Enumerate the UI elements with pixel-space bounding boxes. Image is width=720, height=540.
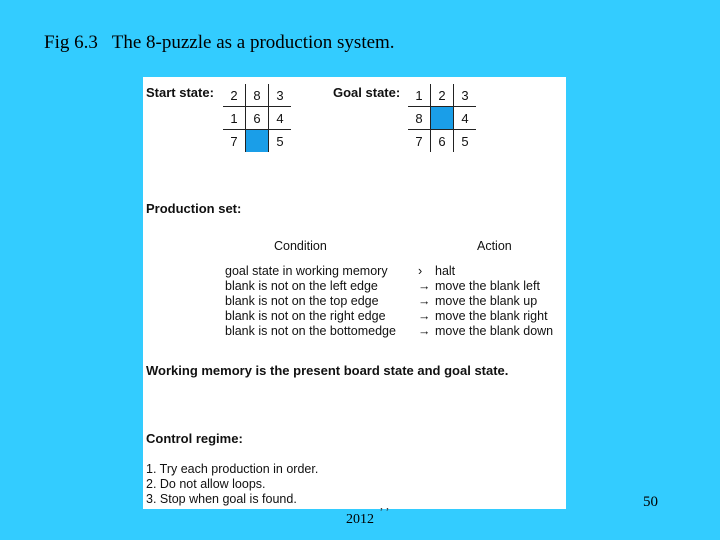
start-state-grid — [223, 84, 291, 152]
footer-year: 2012 — [346, 512, 374, 527]
production-rule — [143, 324, 566, 339]
goal-cell: 2 — [431, 84, 454, 107]
rule-condition: blank is not on the right edge — [225, 309, 386, 323]
start-cell: 4 — [269, 107, 292, 130]
start-cell: 5 — [276, 133, 284, 149]
goal-cell: 4 — [454, 107, 477, 130]
goal-cell: 8 — [408, 107, 431, 130]
control-item: 2. Do not allow loops. — [146, 477, 266, 491]
slide-title: Fig 6.3 The 8-puzzle as a production system. — [44, 32, 395, 53]
production-rule — [143, 294, 566, 309]
start-cell: 3 — [269, 84, 292, 107]
start-cell: 6 — [246, 107, 269, 130]
production-set-label: Production set: — [146, 201, 242, 216]
control-item: 1. Try each production in order. — [146, 462, 319, 476]
page-number: 50 — [643, 494, 658, 510]
start-cell: 1 — [223, 107, 246, 130]
start-cell: 2 — [223, 84, 246, 107]
rule-action: move the blank right — [435, 309, 548, 323]
rule-action: move the blank left — [435, 279, 540, 293]
rule-action: move the blank down — [435, 324, 554, 338]
rule-action: move the blank up — [435, 294, 538, 308]
start-blank-cell — [246, 130, 269, 153]
goal-cell: 5 — [461, 133, 469, 149]
control-item: 3. Stop when goal is found. — [146, 492, 297, 506]
footer-partial-text: , , — [380, 498, 389, 512]
goal-blank-cell — [431, 107, 454, 130]
rule-arrow-icon: → — [418, 279, 431, 293]
working-memory-text: Working memory is the present board state and goal state. — [146, 363, 509, 378]
start-cell: 7 — [223, 130, 246, 153]
rule-condition: blank is not on the bottomedge — [225, 324, 396, 338]
goal-state-grid — [408, 84, 476, 152]
goal-cell: 1 — [408, 84, 431, 107]
rule-condition: goal state in working memory — [225, 264, 388, 278]
goal-cell: 7 — [408, 130, 431, 153]
rule-action: halt — [435, 264, 456, 278]
goal-state-label: Goal state: — [333, 85, 401, 100]
production-rule — [143, 279, 566, 294]
rule-arrow-icon: → — [418, 324, 431, 338]
rule-arrow-icon: › — [418, 264, 423, 278]
goal-cell: 3 — [454, 84, 477, 107]
production-rule — [143, 264, 566, 279]
condition-header: Condition — [274, 239, 327, 253]
rule-arrow-icon: → — [418, 294, 431, 308]
goal-cell: 6 — [431, 130, 454, 153]
action-header: Action — [477, 239, 512, 253]
production-rule — [143, 309, 566, 324]
start-cell: 8 — [246, 84, 269, 107]
rule-condition: blank is not on the top edge — [225, 294, 379, 308]
start-state-label: Start state: — [146, 85, 214, 100]
production-system-figure — [143, 77, 566, 509]
control-regime-label: Control regime: — [146, 431, 243, 446]
rule-arrow-icon: → — [418, 309, 431, 323]
rule-condition: blank is not on the left edge — [225, 279, 378, 293]
